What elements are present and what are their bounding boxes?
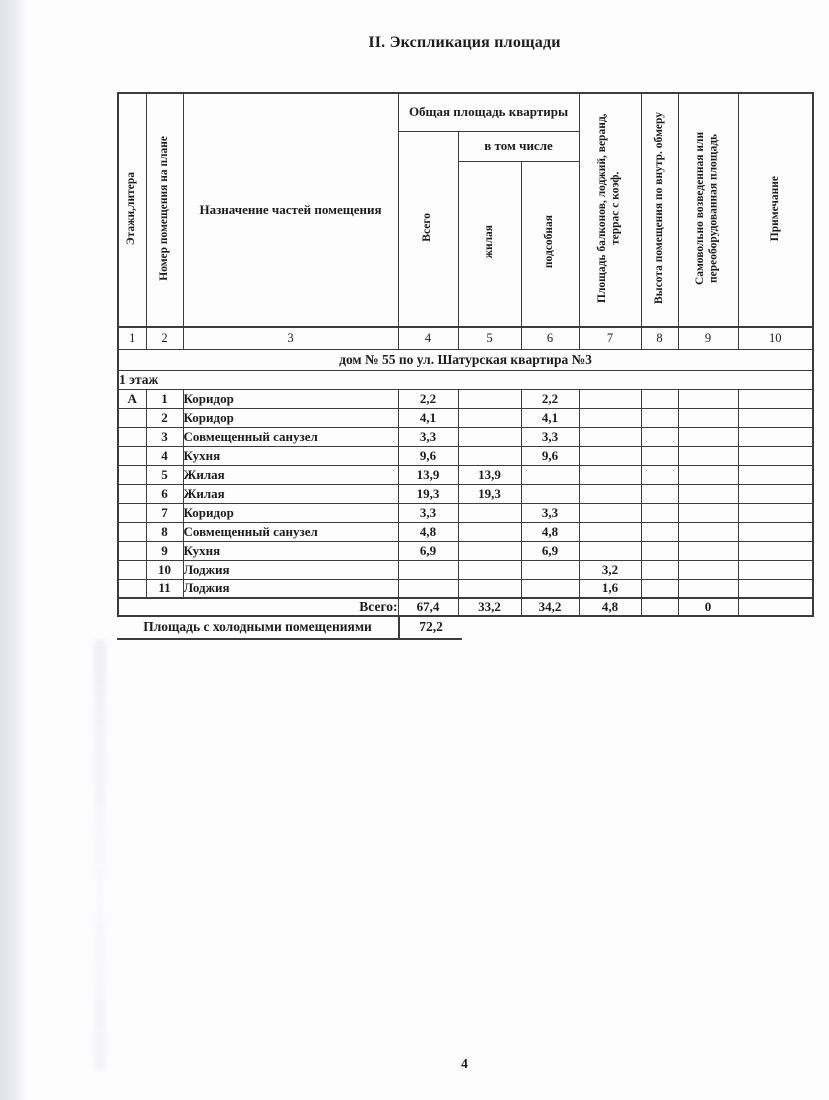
- cell-room-number: 1: [146, 389, 183, 408]
- column-header-room-height-label: Высота помещения по внутр. обмеру: [652, 112, 665, 305]
- cell-total: 9,6: [398, 446, 458, 465]
- cold-area-value: 72,2: [398, 617, 462, 640]
- column-header-total-area-group: Общая площадь квартиры: [398, 93, 579, 131]
- cell-room-name: Жилая: [183, 465, 398, 484]
- cell-room-name: Лоджия: [183, 579, 398, 598]
- totals-total: 67,4: [398, 598, 458, 616]
- cell-room-name: Кухня: [183, 446, 398, 465]
- cell-room-name: Жилая: [183, 484, 398, 503]
- cell-litera: [118, 579, 146, 598]
- cell-room-number: 7: [146, 503, 183, 522]
- column-header-room-purpose: Назначение частей помещения: [183, 93, 398, 327]
- cell-balcony: [579, 541, 641, 560]
- cell-balcony: [579, 465, 641, 484]
- totals-living: 33,2: [458, 598, 521, 616]
- column-number: 4: [398, 327, 458, 349]
- cell-auxiliary: [521, 579, 579, 598]
- cell-living: [458, 522, 521, 541]
- floor-label-row: 1 этаж: [118, 370, 813, 389]
- cell-litera: [118, 560, 146, 579]
- cell-auxiliary: 4,1: [521, 408, 579, 427]
- cell-note: [738, 522, 813, 541]
- column-number: 9: [678, 327, 738, 349]
- cell-litera: [118, 541, 146, 560]
- table-row: [118, 541, 813, 560]
- column-header-unauthorized-area: [678, 93, 738, 327]
- cell-note: [738, 541, 813, 560]
- section-title-row: дом № 55 по ул. Шатурская квартира №3: [118, 349, 813, 370]
- cell-note: [738, 465, 813, 484]
- column-number: 6: [521, 327, 579, 349]
- cell-litera: [118, 427, 146, 446]
- cell-total: 6,9: [398, 541, 458, 560]
- totals-row: [118, 598, 813, 616]
- cell-living: [458, 579, 521, 598]
- cell-total: 3,3: [398, 427, 458, 446]
- column-number: 8: [641, 327, 678, 349]
- cell-auxiliary: [521, 560, 579, 579]
- explication-table: [117, 92, 814, 617]
- column-number: 3: [183, 327, 398, 349]
- cell-total: 3,3: [398, 503, 458, 522]
- cell-height: [641, 427, 678, 446]
- cell-total: 4,8: [398, 522, 458, 541]
- totals-label: Всего:: [118, 598, 398, 616]
- cell-note: [738, 579, 813, 598]
- table-row: [118, 389, 813, 408]
- cell-height: [641, 579, 678, 598]
- cell-height: [641, 484, 678, 503]
- cell-room-number: 4: [146, 446, 183, 465]
- cold-area-row: [117, 617, 462, 640]
- cold-area-label: Площадь с холодными помещениями: [117, 617, 398, 640]
- table-row: [118, 408, 813, 427]
- cell-room-number: 10: [146, 560, 183, 579]
- table-row: [118, 427, 813, 446]
- cell-auxiliary: [521, 484, 579, 503]
- cell-note: [738, 484, 813, 503]
- cell-room-number: 5: [146, 465, 183, 484]
- cell-unauthorized: [678, 408, 738, 427]
- cell-unauthorized: [678, 389, 738, 408]
- cell-room-name: Кухня: [183, 541, 398, 560]
- cell-total: 4,1: [398, 408, 458, 427]
- cell-note: [738, 408, 813, 427]
- cell-litera: [118, 446, 146, 465]
- cell-auxiliary: 4,8: [521, 522, 579, 541]
- cell-litera: [118, 465, 146, 484]
- cell-room-number: 8: [146, 522, 183, 541]
- column-header-room-number: [146, 93, 183, 327]
- table-row: [118, 484, 813, 503]
- cell-living: [458, 427, 521, 446]
- cell-living: [458, 389, 521, 408]
- cell-note: [738, 427, 813, 446]
- cell-litera: [118, 484, 146, 503]
- cell-note: [738, 503, 813, 522]
- cell-room-name: Коридор: [183, 408, 398, 427]
- cell-room-number: 6: [146, 484, 183, 503]
- cell-room-number: 9: [146, 541, 183, 560]
- cell-total: 13,9: [398, 465, 458, 484]
- cell-total: 2,2: [398, 389, 458, 408]
- cell-room-number: 3: [146, 427, 183, 446]
- cell-unauthorized: [678, 541, 738, 560]
- column-header-room-number-label: Номер помещения на плане: [157, 135, 170, 281]
- cell-total: 19,3: [398, 484, 458, 503]
- cell-height: [641, 560, 678, 579]
- cell-litera: [118, 503, 146, 522]
- cell-auxiliary: 6,9: [521, 541, 579, 560]
- cell-living: [458, 541, 521, 560]
- cell-height: [641, 408, 678, 427]
- cell-balcony: [579, 446, 641, 465]
- cell-room-name: Коридор: [183, 389, 398, 408]
- cell-room-name: Лоджия: [183, 560, 398, 579]
- totals-height: [641, 598, 678, 616]
- cell-height: [641, 541, 678, 560]
- cell-auxiliary: 3,3: [521, 427, 579, 446]
- column-number: 5: [458, 327, 521, 349]
- column-header-total-label: Всего: [421, 212, 434, 242]
- column-header-living-label: жилая: [482, 225, 495, 259]
- cell-balcony: [579, 408, 641, 427]
- cell-total: [398, 579, 458, 598]
- cell-litera: [118, 408, 146, 427]
- column-header-auxiliary: [521, 161, 579, 327]
- cell-unauthorized: [678, 446, 738, 465]
- cell-unauthorized: [678, 579, 738, 598]
- cell-balcony: 1,6: [579, 579, 641, 598]
- table-row: [118, 446, 813, 465]
- cell-height: [641, 503, 678, 522]
- cell-litera: [118, 522, 146, 541]
- cell-living: 13,9: [458, 465, 521, 484]
- column-header-balcony-area-label: Площадь балконов, лоджий, веранд, террас с коэф.: [596, 113, 623, 304]
- column-header-litera-label: Этажи,литера: [125, 171, 138, 245]
- column-header-unauthorized-area-label: Самовольно возведенная или переоборудованная площадь: [694, 131, 721, 285]
- cell-living: 19,3: [458, 484, 521, 503]
- cell-litera: А: [118, 389, 146, 408]
- column-number: 7: [579, 327, 641, 349]
- page-number: 4: [461, 1056, 468, 1071]
- cell-height: [641, 465, 678, 484]
- page-title: II. Экспликация площади: [368, 34, 561, 51]
- column-header-living: [458, 161, 521, 327]
- totals-auxiliary: 34,2: [521, 598, 579, 616]
- cell-room-name: Коридор: [183, 503, 398, 522]
- cell-room-name: Совмещенный санузел: [183, 427, 398, 446]
- cell-living: [458, 503, 521, 522]
- scan-smudge-artifact: [94, 640, 106, 1070]
- column-header-note: [738, 93, 813, 327]
- cell-room-name: Совмещенный санузел: [183, 522, 398, 541]
- totals-note: [738, 598, 813, 616]
- cell-room-number: 11: [146, 579, 183, 598]
- cell-height: [641, 389, 678, 408]
- cell-unauthorized: [678, 522, 738, 541]
- table-row: [118, 522, 813, 541]
- cell-balcony: [579, 389, 641, 408]
- column-header-note-label: Примечание: [768, 175, 781, 241]
- totals-unauthorized: 0: [678, 598, 738, 616]
- scan-edge-shadow: [0, 0, 27, 1100]
- column-header-auxiliary-label: подсобная: [543, 215, 556, 269]
- column-header-total: [398, 131, 458, 327]
- cell-unauthorized: [678, 465, 738, 484]
- cell-note: [738, 560, 813, 579]
- table-row: [118, 560, 813, 579]
- cell-note: [738, 446, 813, 465]
- column-header-litera: [118, 93, 146, 327]
- table-row: [118, 465, 813, 484]
- cell-balcony: [579, 484, 641, 503]
- cell-balcony: [579, 522, 641, 541]
- totals-balcony: 4,8: [579, 598, 641, 616]
- cell-unauthorized: [678, 560, 738, 579]
- cell-balcony: [579, 427, 641, 446]
- column-number: 2: [146, 327, 183, 349]
- cell-living: [458, 408, 521, 427]
- table-row: [118, 579, 813, 598]
- cell-balcony: 3,2: [579, 560, 641, 579]
- column-header-balcony-area: [579, 93, 641, 327]
- cell-auxiliary: [521, 465, 579, 484]
- column-number: 10: [738, 327, 813, 349]
- cell-unauthorized: [678, 484, 738, 503]
- cell-total: [398, 560, 458, 579]
- cell-height: [641, 522, 678, 541]
- cell-unauthorized: [678, 427, 738, 446]
- cell-auxiliary: 3,3: [521, 503, 579, 522]
- column-number: 1: [118, 327, 146, 349]
- cell-auxiliary: 9,6: [521, 446, 579, 465]
- cell-unauthorized: [678, 503, 738, 522]
- cell-balcony: [579, 503, 641, 522]
- cell-note: [738, 389, 813, 408]
- column-header-including: в том числе: [458, 131, 579, 161]
- cell-auxiliary: 2,2: [521, 389, 579, 408]
- cell-living: [458, 446, 521, 465]
- cell-height: [641, 446, 678, 465]
- table-row: [118, 503, 813, 522]
- cell-living: [458, 560, 521, 579]
- cell-room-number: 2: [146, 408, 183, 427]
- column-header-room-height: [641, 93, 678, 327]
